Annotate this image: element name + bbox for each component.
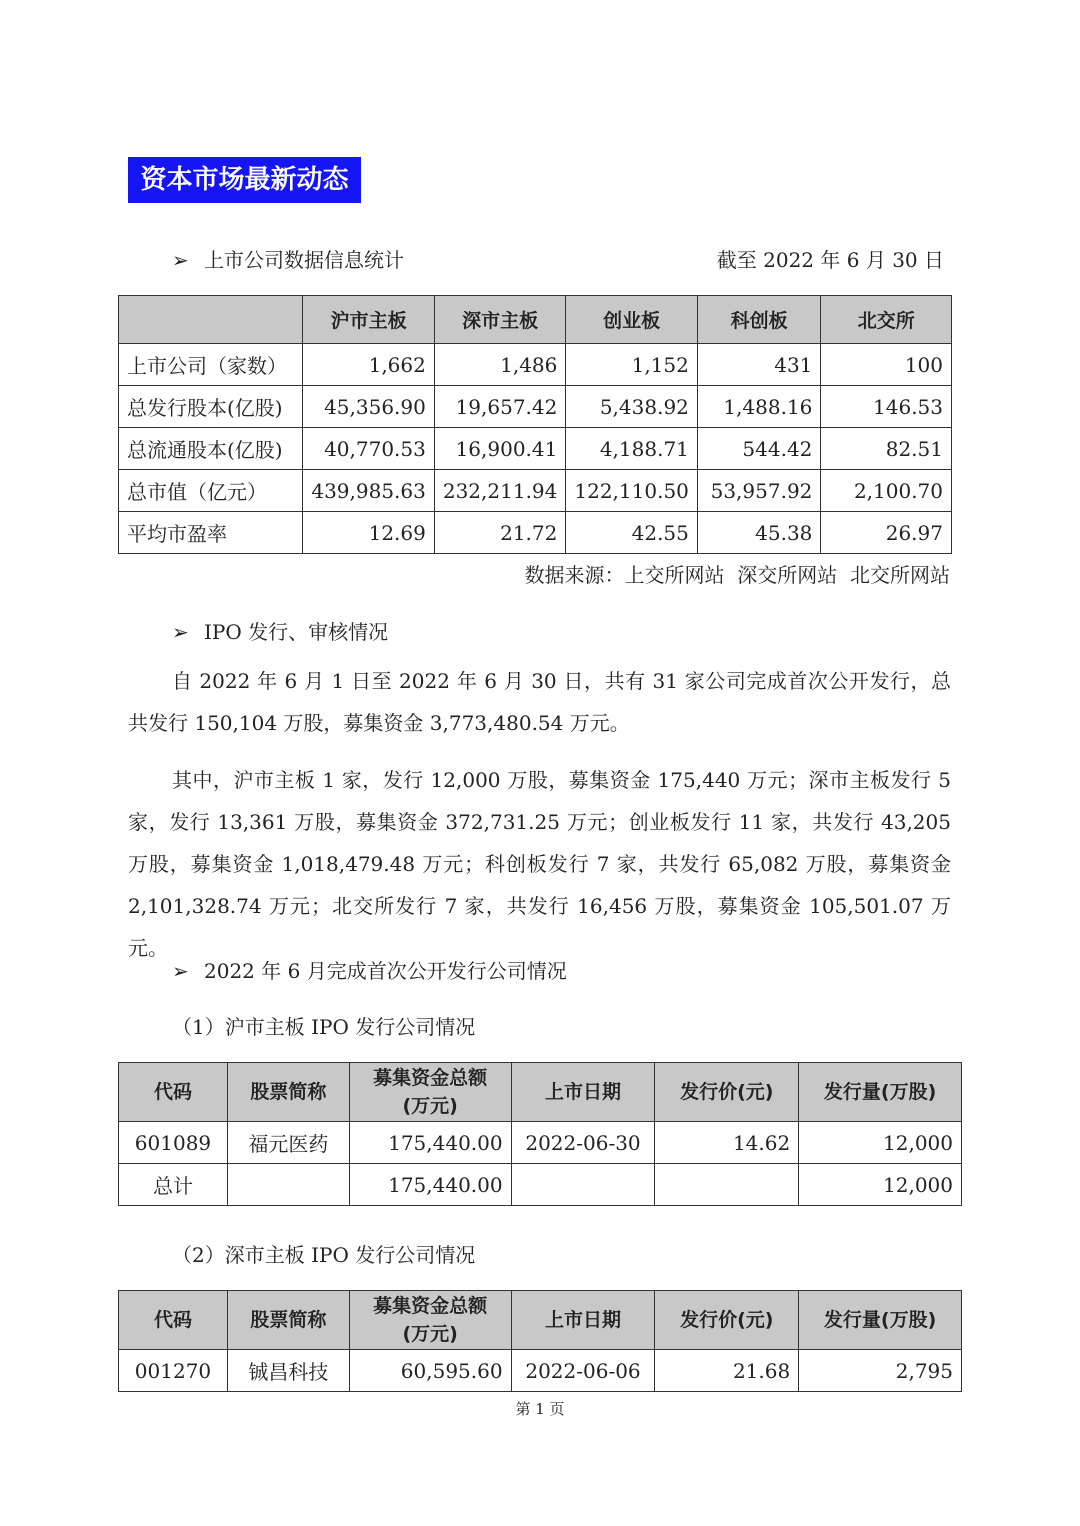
table-cell: 40,770.53 — [303, 428, 435, 470]
section-heading-ipo — [172, 617, 388, 647]
table-row — [119, 428, 952, 470]
table-cell: 12,000 — [799, 1122, 962, 1164]
column-header: 上市日期 — [511, 1063, 655, 1122]
table-cell: 2022-06-06 — [511, 1350, 655, 1392]
table-header-row — [119, 296, 952, 344]
column-header: 募集资金总额 (万元) — [349, 1291, 511, 1350]
column-header: 上市日期 — [511, 1291, 655, 1350]
column-header: 代码 — [119, 1063, 228, 1122]
row-label: 总流通股本(亿股) — [119, 428, 303, 470]
table-cell: 铖昌科技 — [227, 1350, 349, 1392]
table-cell: 122,110.50 — [566, 470, 698, 512]
table-cell: 1,152 — [566, 344, 698, 386]
table-cell: 53,957.92 — [697, 470, 821, 512]
column-header: 创业板 — [566, 296, 698, 344]
table-cell: 45,356.90 — [303, 386, 435, 428]
data-source-note: 数据来源：上交所网站 深交所网站 北交所网站 — [524, 563, 950, 587]
table-row — [119, 470, 952, 512]
sz-main-ipo-table — [118, 1290, 962, 1392]
sh-main-ipo-table — [118, 1062, 962, 1206]
table-cell: 146.53 — [821, 386, 952, 428]
table-cell: 100 — [821, 344, 952, 386]
section-heading-listed-stats — [172, 245, 404, 275]
table-cell: 总计 — [119, 1164, 228, 1206]
table-cell: 5,438.92 — [566, 386, 698, 428]
table-cell: 福元医药 — [227, 1122, 349, 1164]
listed-company-stats-table — [118, 295, 952, 554]
table-row — [119, 386, 952, 428]
row-label: 平均市盈率 — [119, 512, 303, 554]
table-cell: 60,595.60 — [349, 1350, 511, 1392]
column-header: 股票简称 — [227, 1063, 349, 1122]
table-row — [119, 344, 952, 386]
table-cell: 439,985.63 — [303, 470, 435, 512]
table-cell: 544.42 — [697, 428, 821, 470]
arrow-bullet-icon: ➢ — [172, 959, 189, 983]
column-header: 深市主板 — [434, 296, 566, 344]
table-cell: 21.72 — [434, 512, 566, 554]
table-cell: 45.38 — [697, 512, 821, 554]
row-label: 总市值（亿元） — [119, 470, 303, 512]
table-row — [119, 1164, 962, 1206]
table-row — [119, 1122, 962, 1164]
table-cell: 601089 — [119, 1122, 228, 1164]
column-header: 北交所 — [821, 296, 952, 344]
subheading-sz-main: （2）深市主板 IPO 发行公司情况 — [172, 1243, 476, 1267]
table-cell: 4,188.71 — [566, 428, 698, 470]
table-cell: 82.51 — [821, 428, 952, 470]
row-label: 总发行股本(亿股) — [119, 386, 303, 428]
heading-text: 2022 年 6 月完成首次公开发行公司情况 — [204, 959, 567, 983]
column-header — [119, 296, 303, 344]
row-label: 上市公司（家数） — [119, 344, 303, 386]
section-heading-june-ipo — [172, 956, 567, 986]
table-cell: 21.68 — [655, 1350, 799, 1392]
table-cell: 1,488.16 — [697, 386, 821, 428]
table-header-row — [119, 1063, 962, 1122]
table-cell: 12.69 — [303, 512, 435, 554]
table-cell: 175,440.00 — [349, 1164, 511, 1206]
table-cell — [655, 1164, 799, 1206]
column-header: 发行量(万股) — [799, 1063, 962, 1122]
arrow-bullet-icon: ➢ — [172, 248, 189, 272]
table-cell: 2,100.70 — [821, 470, 952, 512]
page-number: 第 1 页 — [515, 1400, 565, 1418]
arrow-bullet-icon: ➢ — [172, 620, 189, 644]
table-header-row — [119, 1291, 962, 1350]
table-cell: 19,657.42 — [434, 386, 566, 428]
table-cell: 14.62 — [655, 1122, 799, 1164]
heading-text: 上市公司数据信息统计 — [204, 248, 404, 272]
as-of-date: 截至 2022 年 6 月 30 日 — [716, 248, 944, 272]
column-header: 募集资金总额 (万元) — [349, 1063, 511, 1122]
table-cell: 175,440.00 — [349, 1122, 511, 1164]
column-header: 股票简称 — [227, 1291, 349, 1350]
table-cell: 16,900.41 — [434, 428, 566, 470]
table-cell: 42.55 — [566, 512, 698, 554]
ipo-summary-paragraph: 自 2022 年 6 月 1 日至 2022 年 6 月 30 日，共有 31 家公司完成首次公开发行，总共发行 150,104 万股，募集资金 3,773,480.54 万元。 — [128, 669, 951, 735]
column-header: 发行量(万股) — [799, 1291, 962, 1350]
table-cell — [227, 1164, 349, 1206]
subheading-sh-main: （1）沪市主板 IPO 发行公司情况 — [172, 1015, 476, 1039]
table-row — [119, 512, 952, 554]
column-header: 科创板 — [697, 296, 821, 344]
table-row — [119, 1350, 962, 1392]
table-cell — [511, 1164, 655, 1206]
page-title: 资本市场最新动态 — [128, 157, 361, 203]
column-header: 沪市主板 — [303, 296, 435, 344]
column-header: 发行价(元) — [655, 1291, 799, 1350]
ipo-breakdown-paragraph: 其中，沪市主板 1 家，发行 12,000 万股，募集资金 175,440 万元；深市主板发行 5 家，发行 13,361 万股，募集资金 372,731.25 万元；创业板发行 11 家，共发行 43,205 万股，募集资金 1,018,479.48 万元；科创板发行 7 家，共发行 65,082 万股，募集资金 2,101,328.74 万元；北交所发行 7 家，共发行 16,456 万股，募集资金 105,501.07 万元。 — [128, 768, 951, 960]
table-cell: 431 — [697, 344, 821, 386]
table-cell: 1,486 — [434, 344, 566, 386]
table-cell: 1,662 — [303, 344, 435, 386]
table-cell: 001270 — [119, 1350, 228, 1392]
table-cell: 12,000 — [799, 1164, 962, 1206]
heading-text: IPO 发行、审核情况 — [204, 620, 389, 644]
table-cell: 2022-06-30 — [511, 1122, 655, 1164]
table-cell: 232,211.94 — [434, 470, 566, 512]
table-cell: 26.97 — [821, 512, 952, 554]
column-header: 发行价(元) — [655, 1063, 799, 1122]
column-header: 代码 — [119, 1291, 228, 1350]
table-cell: 2,795 — [799, 1350, 962, 1392]
